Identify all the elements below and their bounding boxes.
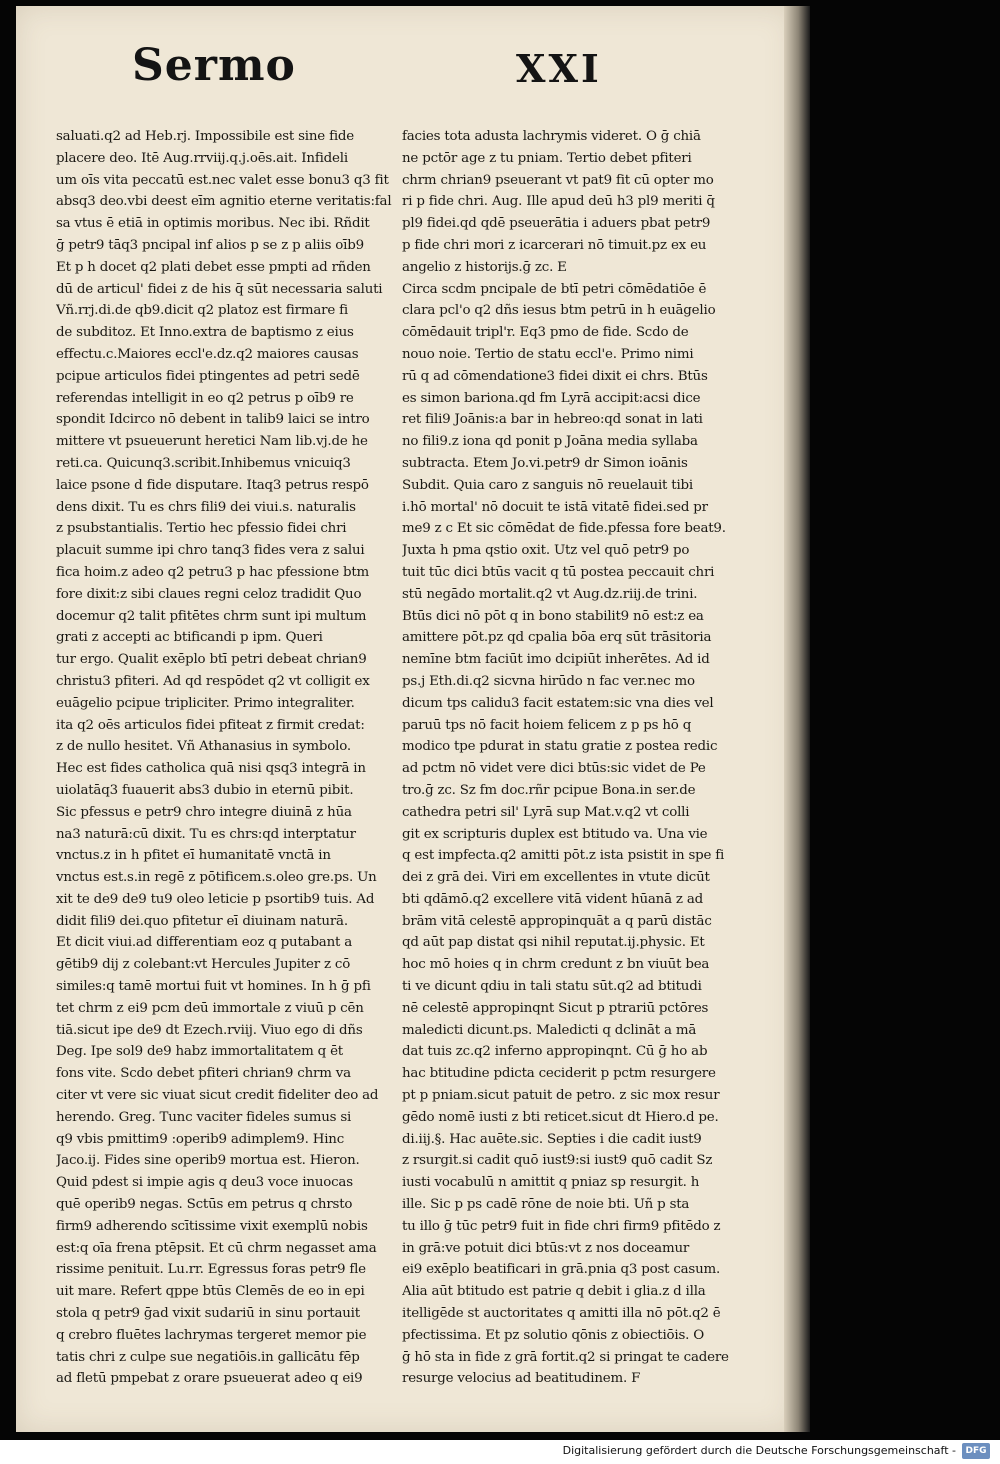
text-line: dens dixit. Tu es chrs fili9 dei viui.s. naturalis (56, 499, 356, 515)
running-head-left: Sermo (132, 40, 296, 91)
text-line: vnctus est.s.in regē z pōtificem.s.oleo gre.ps. Un (56, 870, 377, 886)
text-line: xit te de9 de9 tu9 oleo leticie p psortib9 tuis. Ad (56, 891, 375, 907)
text-line: qd aūt pap distat qsi nihil reputat.ij.physic. Et (402, 935, 705, 951)
text-line: Alia aūt btitudo est patrie q debit i glia.z d illa (402, 1284, 706, 1300)
text-line: git ex scripturis duplex est btitudo va. Una vie (402, 826, 708, 842)
text-line: q9 vbis pmittim9 :operib9 adimplem9. Hinc (56, 1131, 344, 1147)
text-line: nouo noie. Tertio de statu eccl'e. Primo nimi (402, 346, 694, 362)
text-line: christu3 pfiteri. Ad qd respōdet q2 vt colligit ex (56, 673, 370, 689)
text-line: ri p fide chri. Aug. Ille apud deū h3 pl9 meriti q̄ (402, 194, 715, 210)
text-line: me9 z c Et sic cōmēdat de fide.pfessa fore beat9. (402, 521, 726, 537)
text-line: ita q2 oēs articulos fidei pfiteat z firmit credat: (56, 717, 365, 733)
text-line: similes:q tamē mortui fuit vt homines. In h ḡ pfi (56, 979, 371, 995)
dfg-logo: DFG (962, 1443, 990, 1459)
text-line: iusti vocabulū n amittit q pniaz sp resurgit. h (402, 1175, 700, 1191)
text-line: bti qdāmō.q2 excellere vitā vident hūanā z ad (402, 891, 703, 907)
text-line: z rsurgit.si cadit quō iust9:si iust9 quō cadit Sz (402, 1153, 713, 1169)
text-line: laice psone d fide disputare. Itaq3 petrus respō (56, 477, 369, 493)
text-line: pcipue articulos fidei ptingentes ad petri sedē (56, 368, 360, 384)
text-line: ret fili9 Joānis:a bar in hebreo:qd sonat in lati (402, 412, 703, 428)
text-line: reti.ca. Quicunq3.scribit.Inhibemus vnicuiq3 (56, 455, 351, 471)
text-line: docemur q2 talit pfitētes chrm sunt ipi multum (56, 608, 367, 624)
text-line: pt p pniam.sicut patuit de petro. z sic mox resur (402, 1088, 720, 1104)
text-line: dicum tps calidu3 facit estatem:sic vna dies vel (402, 695, 714, 711)
text-line: Juxta h pma qstio oxit. Utz vel quō petr9 po (402, 543, 690, 559)
running-head-right: XXI (516, 46, 602, 91)
text-line: um oīs vita peccatū est.nec valet esse bonu3 q3 fit (56, 172, 389, 188)
text-line: Quid pdest si impie agis q deu3 voce inuocas (56, 1175, 353, 1191)
text-line: cōmēdauit tripl'r. Eq3 pmo de fide. Scdo de (402, 325, 689, 341)
text-line: amittere pōt.pz qd cpalia bōa erq sūt trāsitoria (402, 630, 712, 646)
text-line: subtracta. Etem Jo.vi.petr9 dr Simon ioānis (402, 455, 688, 471)
text-line: facies tota adusta lachrymis videret. O ḡ chiā (402, 129, 701, 144)
text-line: nemīne btm faciūt imo dcipiūt inherētes. Ad id (402, 652, 710, 668)
text-line: herendo. Greg. Tunc vaciter fideles sumus si (56, 1109, 352, 1125)
text-line: placuit summe ipi chro tanq3 fides vera z salui (56, 543, 365, 559)
text-line: hac btitudine pdicta ceciderit p pctm resurgere (402, 1066, 716, 1082)
text-line: itelligēde st auctoritates q amitti illa nō pōt.q2 ē (402, 1306, 721, 1322)
text-line: chrm chrian9 pseuerant vt pat9 fit cū opter mo (402, 172, 714, 188)
text-line: Btūs dici nō pōt q in bono stabilit9 nō est:z ea (402, 608, 704, 624)
text-line: vnctus.z in h pfitet eī humanitatē vnctā in (56, 848, 331, 864)
text-line: stola q petr9 ḡad vixit sudariū in sinu portauit (56, 1306, 360, 1322)
text-line: dei z grā dei. Viri em excellentes in vtute dicūt (402, 870, 710, 886)
text-line: placere deo. Itē Aug.rrviij.q.j.oēs.ait. Infideli (56, 150, 348, 166)
text-line: q est impfecta.q2 amitti pōt.z ista psistit in spe fi (402, 848, 725, 864)
text-line: maledicti dicunt.ps. Maledicti q dclināt a mā (402, 1022, 697, 1038)
text-line: uit mare. Refert qppe btūs Clemēs de eo in epi (56, 1284, 365, 1300)
text-line: clara pcl'o q2 dñs iesus btm petrū in h euāgelio (402, 303, 716, 319)
left-text-column (56, 126, 446, 1390)
text-line: Sic pfessus e petr9 chro integre diuinā z hūa (56, 804, 352, 820)
text-line: fons vite. Scdo debet pfiteri chrian9 chrm va (56, 1066, 351, 1082)
text-line: dat tuis zc.q2 inferno appropinqnt. Cū ḡ ho ab (402, 1044, 708, 1060)
text-line: pl9 fidei.qd qdē pseuerātia i aduers pbat petr9 (402, 216, 711, 232)
text-line: no fili9.z iona qd ponit p Joāna media syllaba (402, 434, 698, 450)
text-line: quē operib9 negas. Sctūs em petrus q chrsto (56, 1197, 353, 1213)
text-line: referendas intelligit in eo q2 petrus p oīb9 re (56, 390, 354, 406)
text-line: absq3 deo.vbi deest eīm agnitio eterne veritatis:fal (56, 194, 392, 210)
text-line: z psubstantialis. Tertio hec pfessio fidei chri (56, 521, 347, 537)
text-line: modico tpe pdurat in statu gratie z postea redic (402, 739, 718, 755)
text-line: saluati.q2 ad Heb.rj. Impossibile est sine fide (56, 129, 355, 144)
text-line: tu illo ḡ tūc petr9 fuit in fide chri firm9 pfitēdo z (402, 1218, 721, 1234)
text-line: tuit tūc dici btūs vacit q tū postea peccauit chri (402, 564, 715, 580)
text-line: de subditoz. Et Inno.extra de baptismo z eius (56, 325, 354, 341)
text-line: tatis chri z culpe sue negatiōis.in gallicātu fēp (56, 1349, 360, 1365)
text-line: es simon bariona.qd fm Lyrā accipit:acsi dice (402, 390, 701, 406)
text-line: grati z accepti ac btificandi p ipm. Queri (56, 630, 323, 646)
text-line: tro.ḡ zc. Sz fm doc.rñr pcipue Bona.in ser.de (402, 782, 696, 798)
text-line: rissime penituit. Lu.rr. Egressus foras petr9 fle (56, 1262, 366, 1278)
right-text-column (402, 126, 792, 1390)
text-line: ad fletū pmpebat z orare psueuerat adeo q ei9 (56, 1371, 363, 1387)
text-line: spondit Idcirco nō debent in talib9 laici se intro (56, 412, 370, 428)
text-line: resurge velocius ad beatitudinem. F (402, 1371, 641, 1387)
text-line: Hec est fides catholica quā nisi qsq3 integrā in (56, 761, 366, 777)
text-line: ti ve dicunt qdiu in tali statu sūt.q2 ad btitudi (402, 979, 702, 995)
text-line: fica hoim.z adeo q2 petru3 p hac pfessione btm (56, 564, 370, 580)
text-line: stū negādo mortalit.q2 vt Aug.dz.riij.de trini. (402, 586, 698, 602)
text-line: tur ergo. Qualit exēplo btī petri debeat chrian9 (56, 652, 367, 668)
footer-bar (0, 1440, 1000, 1464)
text-line: paruū tps nō facit hoiem felicem z p ps hō q (402, 717, 692, 733)
text-line: Circa scdm pncipale de btī petri cōmēdatiōe ē (402, 281, 707, 297)
text-line: fore dixit:z sibi claues regni celoz tradidit Quo (56, 586, 362, 602)
text-line: ille. Sic p ps cadē rōne de noie bti. Uñ p sta (402, 1197, 690, 1213)
text-line: effectu.c.Maiores eccl'e.dz.q2 maiores causas (56, 346, 359, 362)
text-line: in grā:ve potuit dici btūs:vt z nos doceamur (402, 1240, 690, 1256)
text-line: Et dicit viui.ad differentiam eoz q putabant a (56, 935, 353, 951)
text-line: uiolatāq3 fuauerit abs3 dubio in eternū pibit. (56, 782, 354, 798)
text-line: q crebro fluētes lachrymas tergeret memor pie (56, 1327, 367, 1343)
text-line: Deg. Ipe sol9 de9 habz immortalitatem q ēt (56, 1044, 343, 1060)
text-line: euāgelio pcipue tripliciter. Primo integraliter. (56, 695, 355, 711)
text-line: p fide chri mori z icarcerari nō timuit.pz ex eu (402, 237, 707, 253)
text-line: citer vt vere sic viuat sicut credit fideliter deo ad (56, 1088, 379, 1104)
text-line: ps.j Eth.di.q2 sicvna hirūdo n fac ver.nec mo (402, 673, 695, 689)
text-line: hoc mō hoies q in chrm credunt z bn viuūt bea (402, 957, 710, 973)
text-line: Et p h docet q2 plati debet esse pmpti ad rñden (56, 259, 371, 275)
text-line: nē celestē appropinqnt Sicut p ptrariū pctōres (402, 1000, 709, 1016)
funding-credit: Digitalisierung gefördert durch die Deutsche Forschungsgemeinschaft - (562, 1444, 956, 1457)
text-line: z de nullo hesitet. Vñ Athanasius in symbolo. (56, 739, 351, 755)
text-line: angelio z historijs.ḡ zc. E (402, 259, 567, 275)
text-line: ḡ petr9 tāq3 pncipal inf alios p se z p aliis oīb9 (56, 237, 364, 253)
text-line: mittere vt psueuerunt heretici Nam lib.vj.de he (56, 434, 368, 450)
text-line: gētib9 dij z colebant:vt Hercules Jupiter z cō (56, 957, 351, 973)
text-line: ḡ hō sta in fide z grā fortit.q2 si pringat te cadere (402, 1349, 729, 1365)
text-line: gēdo nomē iusti z bti reticet.sicut dt Hiero.d pe. (402, 1109, 719, 1125)
text-line: firm9 adherendo scītissime vixit exemplū nobis (56, 1218, 368, 1234)
text-line: sa vtus ē etiā in optimis moribus. Nec ibi. Rñdit (56, 216, 370, 232)
text-line: ad pctm nō videt vere dici btūs:sic videt de Pe (402, 761, 706, 777)
text-line: na3 naturā:cū dixit. Tu es chrs:qd interptatur (56, 826, 356, 842)
text-line: didit fili9 dei.quo pfitetur eī diuinam naturā. (56, 913, 348, 929)
text-line: est:q oīa frena ptēpsit. Et cū chrm negasset ama (56, 1240, 377, 1256)
text-line: ei9 exēplo beatificari in grā.pnia q3 post casum. (402, 1262, 721, 1278)
text-line: ne pctōr age z tu pniam. Tertio debet pfiteri (402, 150, 692, 166)
text-line: i.hō mortal' nō docuit te istā vitatē fidei.sed pr (402, 499, 708, 515)
text-line: di.iij.§. Hac auēte.sic. Septies i die cadit iust9 (402, 1131, 702, 1147)
text-line: brām vitā celestē appropinquāt a q parū distāc (402, 913, 712, 929)
text-line: Jaco.ij. Fides sine operib9 mortua est. Hieron. (56, 1153, 360, 1169)
text-line: pfectissima. Et pz solutio qōnis z obiectiōis. O (402, 1327, 705, 1343)
text-line: rū q ad cōmendatione3 fidei dixit ei chrs. Btūs (402, 368, 708, 384)
text-line: Vñ.rrj.di.de qb9.dicit q2 platoz est firmare fi (56, 303, 348, 319)
text-line: tet chrm z ei9 pcm deū immortale z viuū p cēn (56, 1000, 364, 1016)
text-line: dū de articul' fidei z de his q̄ sūt necessaria saluti (56, 281, 383, 297)
text-line: cathedra petri sil' Lyrā sup Mat.v.q2 vt colli (402, 804, 690, 820)
text-line: tiā.sicut ipe de9 dt Ezech.rviij. Viuo ego di dñs (56, 1022, 363, 1038)
text-line: Subdit. Quia caro z sanguis nō reuelauit tibi (402, 477, 693, 493)
